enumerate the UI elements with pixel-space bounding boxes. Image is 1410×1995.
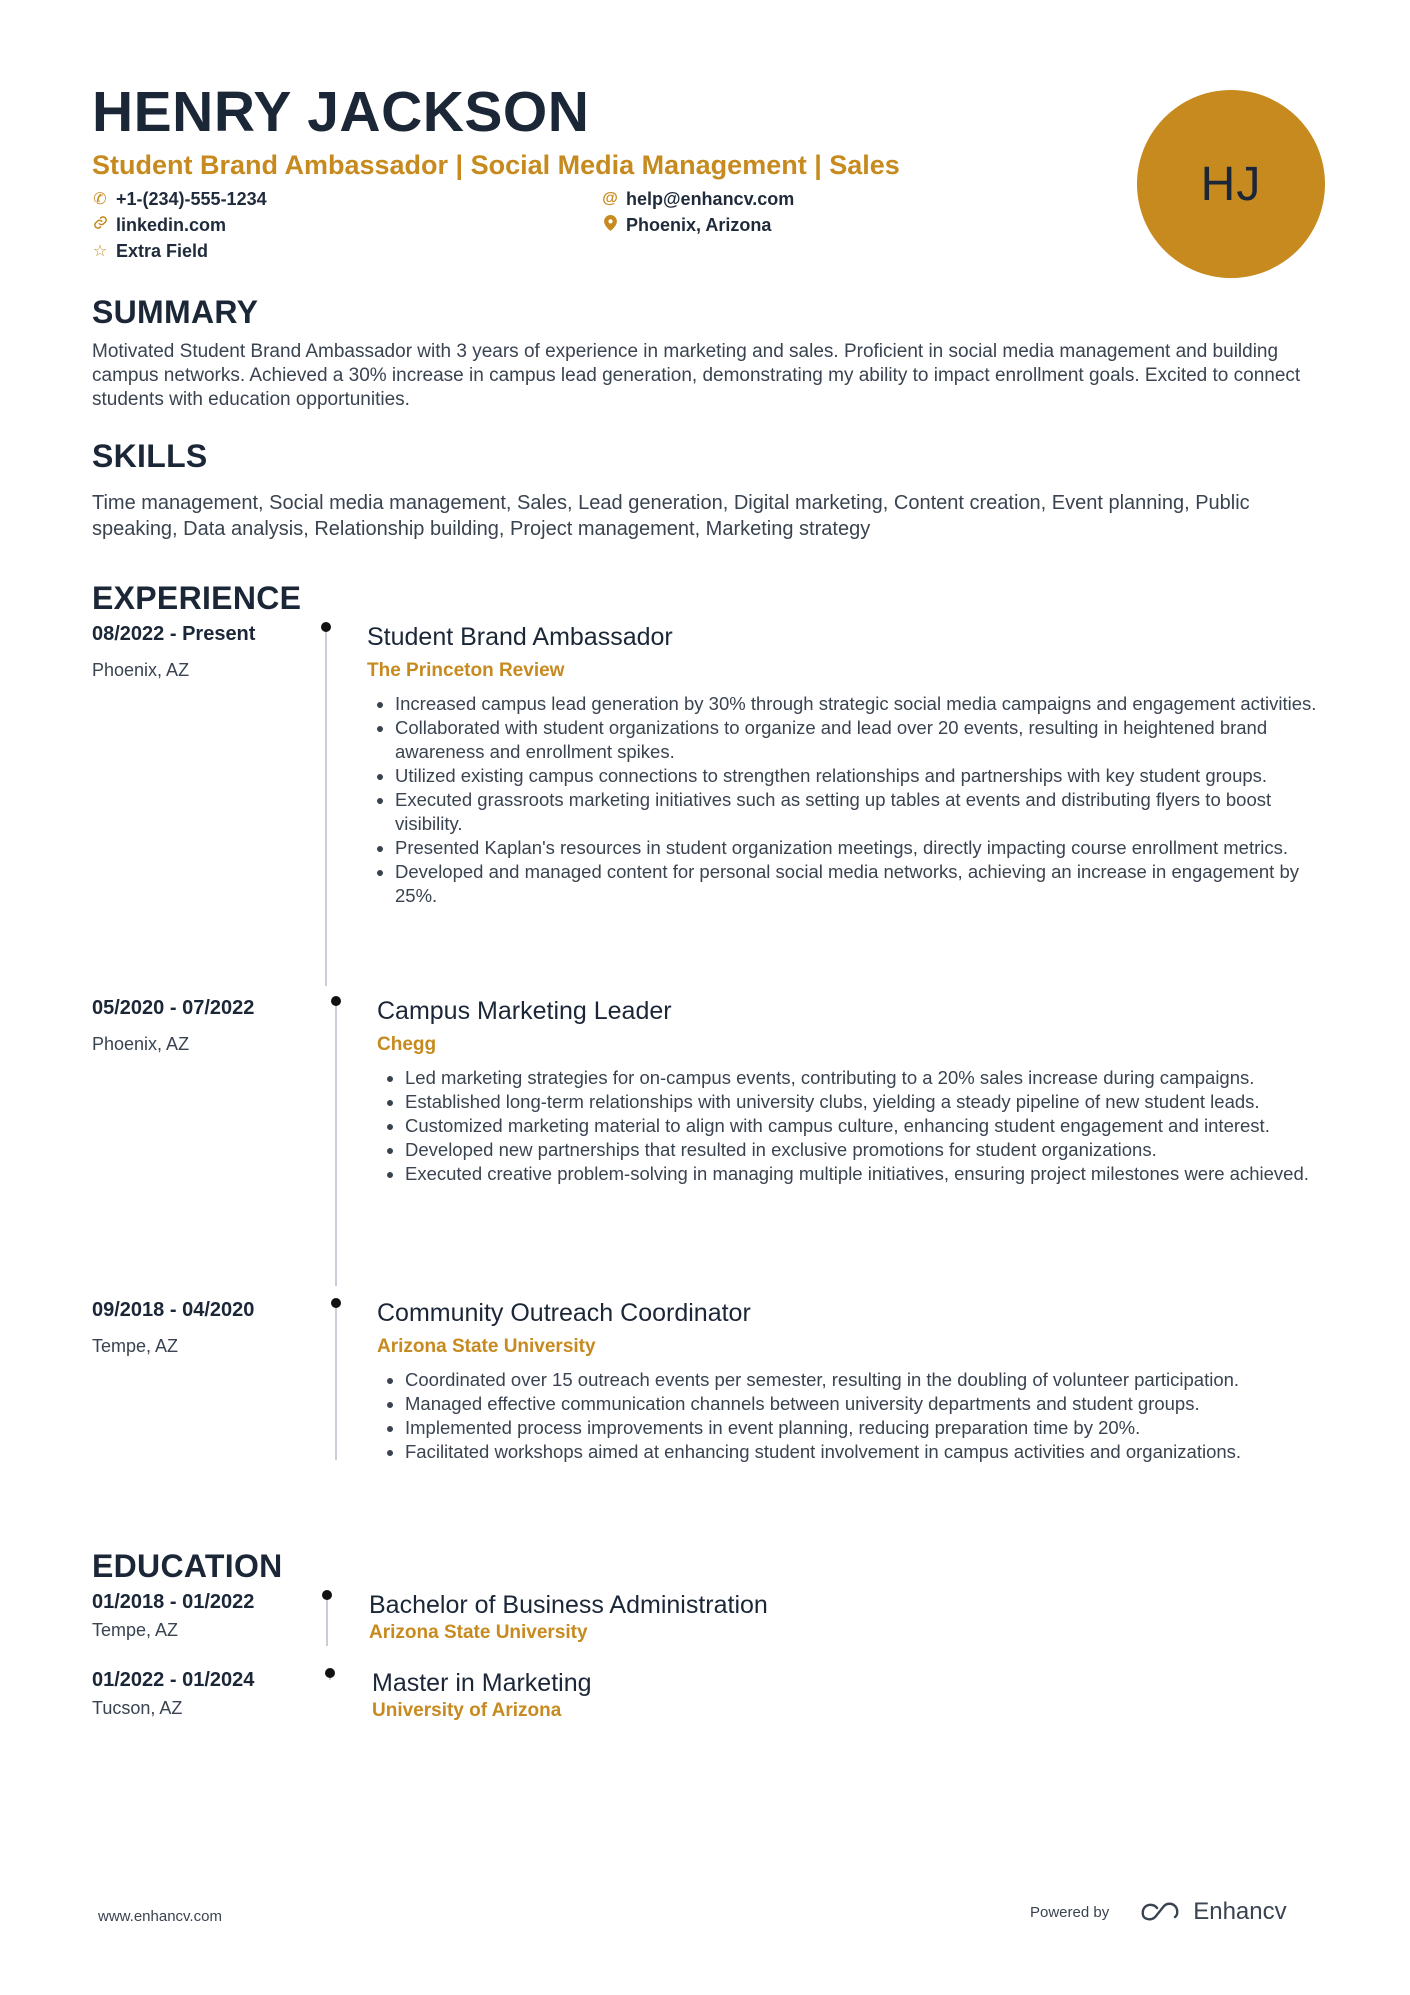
bullet-item: • Collaborated with student organizations to organize and lead over 20 events, resulting in heightened brand awareness and enrollment spikes. xyxy=(395,716,1322,764)
education-title: EDUCATION xyxy=(92,1548,283,1584)
contact-info xyxy=(92,189,992,269)
experience-date: 05/2020 - 07/2022 xyxy=(92,997,255,1019)
experience-entry xyxy=(92,1298,1322,1538)
education-date: 01/2022 - 01/2024 xyxy=(92,1669,255,1691)
experience-details xyxy=(377,1298,1322,1464)
education-meta xyxy=(92,1668,317,1719)
experience-company: Chegg xyxy=(377,1034,437,1055)
bullet-item: • Established long-term relationships with university clubs, yielding a steady pipeline of new student leads. xyxy=(405,1090,1322,1114)
education-school: University of Arizona xyxy=(372,1700,562,1721)
education-entry xyxy=(92,1668,1322,1738)
experience-details xyxy=(377,996,1322,1186)
bullet-item: • Developed and managed content for personal social media networks, achieving an increase in engagement by 25%. xyxy=(395,860,1322,908)
bullet-item: • Managed effective communication channels between university departments and student groups. xyxy=(405,1392,1322,1416)
map-pin-icon xyxy=(602,215,618,236)
footer-website[interactable]: www.enhancv.com xyxy=(98,1908,222,1925)
avatar xyxy=(1137,90,1325,278)
education-degree: Bachelor of Business Administration xyxy=(369,1591,768,1619)
enhancv-logo-text: Enhancv xyxy=(1193,1898,1287,1925)
experience-location: Phoenix, AZ xyxy=(92,660,190,680)
experience-bullets xyxy=(367,692,1322,908)
experience-date: 09/2018 - 04/2020 xyxy=(92,1299,255,1321)
timeline-dot xyxy=(322,1590,332,1600)
timeline-dot xyxy=(331,1298,341,1308)
phone-icon: ✆ xyxy=(93,191,107,209)
bullet-item: • Coordinated over 15 outreach events per semester, resulting in the doubling of volunteer participation. xyxy=(405,1368,1322,1392)
education-degree: Master in Marketing xyxy=(372,1669,592,1697)
skills-text: Time management, Social media management, Sales, Lead generation, Digital marketing, Content creation, Event planning, Public speaking, Data analysis, Relationship building, Project management, Marketing strategy xyxy=(92,492,1250,540)
avatar-initials: HJ xyxy=(1200,157,1262,211)
bullet-item: • Developed new partnerships that resulted in exclusive promotions for student organizations. xyxy=(405,1138,1322,1162)
bullet-item: • Utilized existing campus connections to strengthen relationships and partnerships with key student groups. xyxy=(395,764,1322,788)
linkedin-text[interactable]: linkedin.com xyxy=(116,214,227,235)
at-icon: @ xyxy=(602,190,618,208)
timeline-dot xyxy=(321,622,331,632)
education-section xyxy=(92,1548,1322,1721)
contact-email[interactable] xyxy=(602,189,794,210)
bullet-item: • Increased campus lead generation by 30% through strategic social media campaigns and engagement activities. xyxy=(395,692,1322,716)
enhancv-logo[interactable] xyxy=(1137,1898,1286,1926)
timeline-line xyxy=(335,1302,337,1460)
contact-linkedin[interactable] xyxy=(92,215,226,236)
experience-entry xyxy=(92,996,1322,1288)
resume-page xyxy=(92,76,1322,1721)
education-details xyxy=(372,1668,1272,1722)
education-entry xyxy=(92,1590,1322,1660)
summary-text: Motivated Student Brand Ambassador with 3 years of experience in marketing and sales. Proficient in social media management and building campus networks. Achieved a 30% increase in campus lead generation, demonstrating my ability to impact enrollment goals. Excited to connect students with education opportunities. xyxy=(92,341,1301,410)
education-location: Tucson, AZ xyxy=(92,1698,183,1718)
candidate-name: HENRY JACKSON xyxy=(92,80,590,144)
star-icon: ☆ xyxy=(92,243,108,261)
education-school: Arizona State University xyxy=(369,1622,588,1643)
experience-title: EXPERIENCE xyxy=(92,580,302,616)
candidate-subtitle: Student Brand Ambassador | Social Media Management | Sales xyxy=(92,150,900,180)
timeline-line xyxy=(326,1594,328,1646)
skills-title: SKILLS xyxy=(92,438,208,474)
bullet-item: • Executed creative problem-solving in managing multiple initiatives, ensuring project milestones were achieved. xyxy=(405,1162,1322,1186)
education-details xyxy=(369,1590,1269,1644)
experience-role: Campus Marketing Leader xyxy=(377,997,672,1025)
bullet-item: • Presented Kaplan's resources in student organization meetings, directly impacting course enrollment metrics. xyxy=(395,836,1322,860)
header xyxy=(92,80,1322,274)
experience-entry xyxy=(92,622,1322,988)
education-date: 01/2018 - 01/2022 xyxy=(92,1591,255,1613)
experience-section xyxy=(92,580,1322,1462)
link-icon xyxy=(92,215,108,235)
summary-section xyxy=(92,296,1322,412)
bullet-item: • Customized marketing material to align with campus culture, enhancing student engagement and interest. xyxy=(405,1114,1322,1138)
enhancv-logo-icon xyxy=(1137,1900,1183,1924)
experience-location: Tempe, AZ xyxy=(92,1336,179,1356)
experience-details xyxy=(367,622,1322,908)
experience-role: Student Brand Ambassador xyxy=(367,623,673,651)
summary-title: SUMMARY xyxy=(92,294,259,330)
footer-branding xyxy=(1030,1898,1287,1926)
timeline-line xyxy=(325,626,327,986)
education-meta xyxy=(92,1590,317,1641)
extra-text: Extra Field xyxy=(116,240,209,261)
experience-role: Community Outreach Coordinator xyxy=(377,1299,751,1327)
email-text[interactable]: help@enhancv.com xyxy=(626,188,795,209)
experience-bullets xyxy=(377,1368,1322,1464)
contact-location xyxy=(602,215,771,236)
timeline-dot xyxy=(325,1668,335,1678)
bullet-item: • Facilitated workshops aimed at enhancing student involvement in campus activities and organizations. xyxy=(405,1440,1322,1464)
skills-section xyxy=(92,440,1252,542)
experience-date: 08/2022 - Present xyxy=(92,623,256,645)
experience-meta xyxy=(92,1298,317,1357)
location-text: Phoenix, Arizona xyxy=(626,214,772,235)
timeline-line xyxy=(335,1000,337,1286)
experience-meta xyxy=(92,996,317,1055)
phone-text: +1-(234)-555-1234 xyxy=(116,188,267,209)
education-location: Tempe, AZ xyxy=(92,1620,179,1640)
experience-bullets xyxy=(377,1066,1322,1186)
experience-company: The Princeton Review xyxy=(367,660,565,681)
contact-phone xyxy=(92,189,267,210)
experience-meta xyxy=(92,622,317,681)
experience-company: Arizona State University xyxy=(377,1336,596,1357)
experience-location: Phoenix, AZ xyxy=(92,1034,190,1054)
powered-by-text: Powered by xyxy=(1030,1903,1110,1921)
bullet-item: • Led marketing strategies for on-campus events, contributing to a 20% sales increase during campaigns. xyxy=(405,1066,1322,1090)
contact-extra xyxy=(92,241,208,262)
bullet-item: • Implemented process improvements in event planning, reducing preparation time by 20%. xyxy=(405,1416,1322,1440)
timeline-dot xyxy=(331,996,341,1006)
bullet-item: • Executed grassroots marketing initiatives such as setting up tables at events and distributing flyers to boost visibility. xyxy=(395,788,1322,836)
